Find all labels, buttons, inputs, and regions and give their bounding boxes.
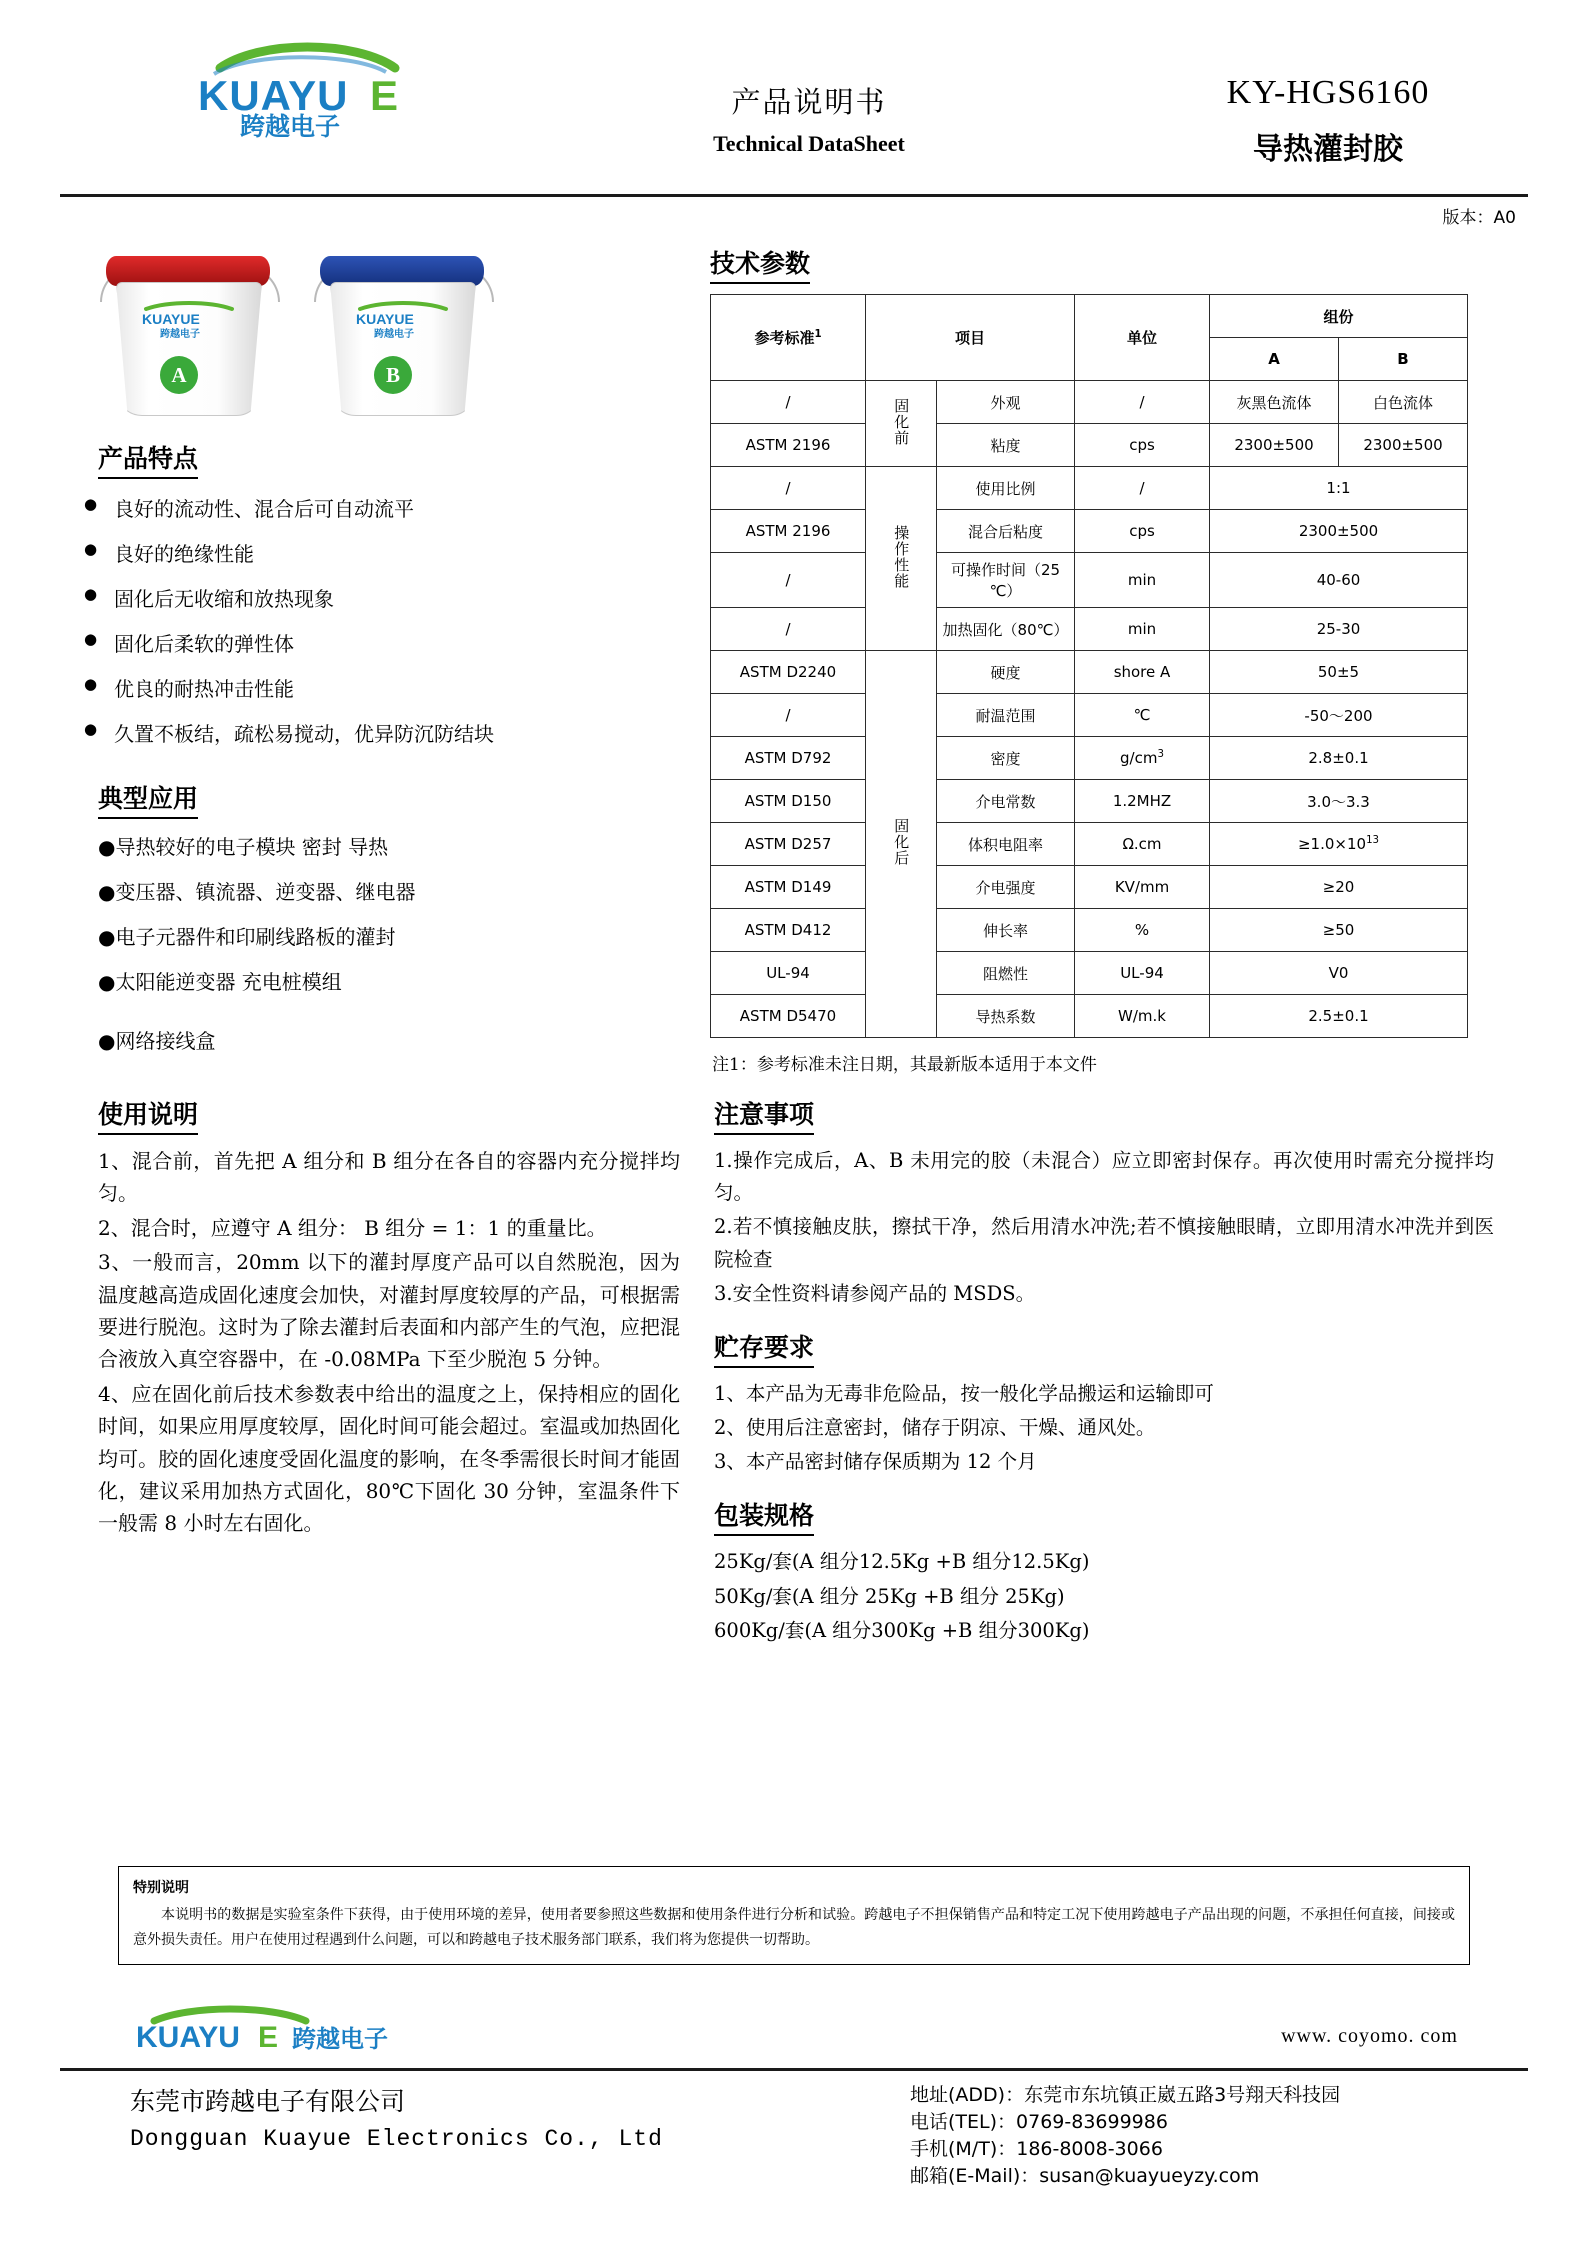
caution-paragraph: 1.操作完成后，A、B 未用完的胶（未混合）应立即密封保存。再次使用时需充分搅拌均匀。 bbox=[714, 1149, 1494, 1205]
cell-item: 导热系数 bbox=[937, 995, 1075, 1038]
cell-item: 阻燃性 bbox=[937, 952, 1075, 995]
cell-item: 耐温范围 bbox=[937, 694, 1075, 737]
table-row bbox=[711, 424, 1468, 467]
cell-value: ≥50 bbox=[1210, 909, 1468, 952]
list-item: ● 固化后柔软的弹性体 bbox=[114, 628, 680, 657]
packaging-section bbox=[714, 1480, 1494, 1647]
cell-standard: ASTM D150 bbox=[711, 780, 866, 823]
caution-title: 注意事项 bbox=[714, 1095, 814, 1135]
svg-text:跨越电子: 跨越电子 bbox=[160, 329, 200, 340]
usage-paragraph: 2、混合时，应遵守 A 组分： B 组分 = 1：1 的重量比。 bbox=[98, 1215, 607, 1240]
usage-paragraph: 4、应在固化前后技术参数表中给出的温度之上，保持相应的固化时间，如果应用厚度较厚，固化时间可能会超过。室温或加热固化均可。胶的固化速度受固化温度的影响，在冬季需很长时间才能固化，建议采用加热方式固化，80℃下固化 30 分钟，室温条件下一般需 8 小时左右固化。 bbox=[98, 1381, 680, 1536]
storage-paragraph: 2、使用后注意密封，储存于阴凉、干燥、通风处。 bbox=[714, 1416, 1156, 1440]
svg-text:E: E bbox=[370, 72, 399, 119]
right-column bbox=[700, 230, 1490, 1075]
cell-standard: / bbox=[711, 553, 866, 608]
col-item: 项目 bbox=[866, 295, 1075, 381]
main-content bbox=[60, 230, 1528, 1075]
svg-text:跨越电子: 跨越电子 bbox=[292, 2024, 388, 2053]
cell-unit: $g/cm^3$ bbox=[1075, 737, 1210, 780]
contact-address: 地址(ADD)：东莞市东坑镇正崴五路3号翔天科技园 bbox=[910, 2084, 1341, 2106]
cell-unit: ℃ bbox=[1075, 694, 1210, 737]
lower-content bbox=[60, 1079, 1528, 1649]
cell-unit: / bbox=[1075, 381, 1210, 424]
bucket-badge-a: A bbox=[160, 356, 198, 394]
caution-paragraph: 2.若不慎接触皮肤，擦拭干净，然后用清水冲洗;若不慎接触眼睛，立即用清水冲洗并到医院检查 bbox=[714, 1215, 1494, 1271]
left-column bbox=[60, 230, 680, 1075]
cell-item: 体积电阻率 bbox=[937, 823, 1075, 866]
cell-item: 可操作时间（25 ℃） bbox=[937, 553, 1075, 608]
cell-item: 外观 bbox=[937, 381, 1075, 424]
col-comp-a: A bbox=[1210, 338, 1339, 381]
group-after-cure: 固化后 bbox=[866, 651, 937, 1038]
right-lower-column bbox=[704, 1079, 1494, 1649]
cell-standard: ASTM D149 bbox=[711, 866, 866, 909]
cell-standard: ASTM 2196 bbox=[711, 510, 866, 553]
footer-company bbox=[60, 2082, 760, 2190]
cell-value: $\ge 1.0\times 10^{13}$ bbox=[1210, 823, 1468, 866]
cell-value: ≥20 bbox=[1210, 866, 1468, 909]
col-comp-b: B bbox=[1339, 338, 1468, 381]
page-header bbox=[60, 0, 1528, 188]
cell-value: 50±5 bbox=[1210, 651, 1468, 694]
contact-email: 邮箱(E-Mail)：susan@kuayueyzy.com bbox=[910, 2164, 1260, 2187]
storage-section bbox=[714, 1312, 1494, 1479]
cell-standard: / bbox=[711, 694, 866, 737]
contact-mobile: 手机(M/T)：186-8008-3066 bbox=[910, 2137, 1163, 2160]
special-note-title: 特别说明 bbox=[133, 1880, 189, 1896]
cell-unit: UL-94 bbox=[1075, 952, 1210, 995]
list-item: ● 良好的流动性、混合后可自动流平 bbox=[114, 493, 680, 522]
spec-title-wrap bbox=[700, 230, 1490, 294]
cell-unit: W/m.k bbox=[1075, 995, 1210, 1038]
cell-unit: cps bbox=[1075, 424, 1210, 467]
packaging-item: 25Kg/套(A 组分12.5Kg +B 组分12.5Kg) bbox=[714, 1550, 1090, 1574]
footer-logo-row bbox=[60, 2005, 1528, 2068]
product-name: 导热灌封胶 bbox=[1253, 132, 1403, 167]
table-row bbox=[711, 909, 1468, 952]
kuayue-logo-icon bbox=[180, 38, 480, 138]
cell-unit: Ω.cm bbox=[1075, 823, 1210, 866]
table-row bbox=[711, 608, 1468, 651]
table-row bbox=[711, 467, 1468, 510]
bucket-lid-red bbox=[106, 256, 270, 286]
features-list bbox=[60, 493, 680, 747]
cell-item: 介电强度 bbox=[937, 866, 1075, 909]
col-standard: 参考标准$^1$ bbox=[711, 295, 866, 381]
usage-paragraph: 3、一般而言，20mm 以下的灌封厚度产品可以自然脱泡，因为温度越高造成固化速度会加快，对灌封厚度较厚的产品，可根据需要进行脱泡。这时为了除去灌封后表面和内部产生的气泡，应把混合液放入真空容器中，在 -0.08MPa 下至少脱泡 5 分钟。 bbox=[98, 1250, 680, 1372]
cell-value: 25-30 bbox=[1210, 608, 1468, 651]
cell-unit: shore A bbox=[1075, 651, 1210, 694]
group-operation: 操作性能 bbox=[866, 467, 937, 651]
group-before-cure: 固化前 bbox=[866, 381, 937, 467]
svg-text:KUAYUE: KUAYUE bbox=[356, 311, 414, 327]
packaging-title: 包装规格 bbox=[714, 1496, 814, 1536]
cell-value: 3.0～3.3 bbox=[1210, 780, 1468, 823]
list-item: ●太阳能逆变器 充电桩模组 bbox=[98, 970, 342, 994]
footer-contact bbox=[760, 2082, 1528, 2190]
list-item: ●变压器、镇流器、逆变器、继电器 bbox=[98, 880, 416, 904]
applications-section bbox=[60, 763, 680, 829]
svg-text:E: E bbox=[258, 2021, 279, 2054]
company-name-en: Dongguan Kuayue Electronics Co., Ltd bbox=[130, 2126, 663, 2152]
cell-value: 40-60 bbox=[1210, 553, 1468, 608]
cell-item: 密度 bbox=[937, 737, 1075, 780]
svg-text:KUAYUE: KUAYUE bbox=[142, 311, 200, 327]
features-title: 产品特点 bbox=[98, 439, 198, 479]
footer-info bbox=[60, 2082, 1528, 2190]
spec-footnote: 注1：参考标准未注日期，其最新版本适用于本文件 bbox=[712, 1055, 1097, 1075]
cell-item: 使用比例 bbox=[937, 467, 1075, 510]
product-images bbox=[60, 230, 680, 423]
cell-unit: cps bbox=[1075, 510, 1210, 553]
list-item: ● 良好的绝缘性能 bbox=[114, 538, 680, 567]
cell-item: 粘度 bbox=[937, 424, 1075, 467]
cell-b: 白色流体 bbox=[1339, 381, 1468, 424]
spec-title: 技术参数 bbox=[710, 244, 810, 284]
table-row bbox=[711, 381, 1468, 424]
packaging-item: 50Kg/套(A 组分 25Kg +B 组分 25Kg) bbox=[714, 1584, 1065, 1608]
usage-section bbox=[60, 1079, 680, 1649]
table-row bbox=[711, 694, 1468, 737]
version-label: 版本：A0 bbox=[1442, 208, 1516, 228]
cell-standard: ASTM D5470 bbox=[711, 995, 866, 1038]
company-name-cn: 东莞市跨越电子有限公司 bbox=[130, 2087, 406, 2116]
cell-unit: 1.2MHZ bbox=[1075, 780, 1210, 823]
kuayue-logo-icon bbox=[348, 300, 458, 340]
cell-unit: KV/mm bbox=[1075, 866, 1210, 909]
product-identity bbox=[1128, 38, 1528, 168]
cell-standard: / bbox=[711, 608, 866, 651]
list-item: ●网络接线盒 bbox=[98, 1029, 216, 1053]
cell-standard: ASTM D257 bbox=[711, 823, 866, 866]
cell-standard: UL-94 bbox=[711, 952, 866, 995]
cell-unit: min bbox=[1075, 608, 1210, 651]
company-logo bbox=[60, 38, 490, 138]
table-row bbox=[711, 651, 1468, 694]
cell-item: 硬度 bbox=[937, 651, 1075, 694]
list-item: ● 优良的耐热冲击性能 bbox=[114, 673, 680, 702]
cell-value: -50～200 bbox=[1210, 694, 1468, 737]
special-note-box bbox=[118, 1866, 1470, 1965]
col-unit: 单位 bbox=[1075, 295, 1210, 381]
list-item: ●电子元器件和印刷线路板的灌封 bbox=[98, 925, 396, 949]
footer-website[interactable]: www. coyomo. com bbox=[1281, 2025, 1458, 2047]
bucket-badge-b: B bbox=[374, 356, 412, 394]
cell-a: 灰黑色流体 bbox=[1210, 381, 1339, 424]
doc-title-en: Technical DataSheet bbox=[713, 131, 905, 156]
footer-divider bbox=[60, 2068, 1528, 2071]
cell-unit: % bbox=[1075, 909, 1210, 952]
svg-text:KUAYU: KUAYU bbox=[198, 72, 349, 119]
storage-paragraph: 3、本产品密封储存保质期为 12 个月 bbox=[714, 1450, 1037, 1474]
special-note-text: 本说明书的数据是实验室条件下获得，由于使用环境的差异，使用者要参照这些数据和使用条件进行分析和试验。跨越电子不担保销售产品和特定工况下使用跨越电子产品出现的问题，不承担任何直接，间接或意外损失责任。用户在使用过程遇到什么问题，可以和跨越电子技术服务部门联系，我们将为您提供一切帮助。 bbox=[133, 1907, 1455, 1948]
table-row bbox=[711, 866, 1468, 909]
packaging-item: 600Kg/套(A 组分300Kg +B 组分300Kg) bbox=[714, 1618, 1090, 1642]
applications-title: 典型应用 bbox=[98, 779, 198, 819]
cell-value: 2.8±0.1 bbox=[1210, 737, 1468, 780]
svg-text:跨越电子: 跨越电子 bbox=[240, 112, 341, 138]
cell-value: 1:1 bbox=[1210, 467, 1468, 510]
cell-standard: ASTM D792 bbox=[711, 737, 866, 780]
bucket-label-logo bbox=[348, 300, 458, 345]
cell-value: 2300±500 bbox=[1210, 510, 1468, 553]
bucket-a-image bbox=[98, 248, 278, 423]
cell-standard: / bbox=[711, 381, 866, 424]
cell-standard: ASTM D2240 bbox=[711, 651, 866, 694]
contact-tel: 电话(TEL)：0769-83699986 bbox=[910, 2110, 1168, 2133]
cell-value: 2.5±0.1 bbox=[1210, 995, 1468, 1038]
table-row bbox=[711, 780, 1468, 823]
kuayue-logo-icon bbox=[120, 2005, 400, 2063]
spec-table bbox=[710, 294, 1468, 1038]
cell-standard: / bbox=[711, 467, 866, 510]
table-row bbox=[711, 553, 1468, 608]
cell-a: 2300±500 bbox=[1210, 424, 1339, 467]
cell-standard: ASTM D412 bbox=[711, 909, 866, 952]
list-item: ●导热较好的电子模块 密封 导热 bbox=[98, 835, 389, 859]
bucket-label-logo bbox=[134, 300, 244, 345]
cell-b: 2300±500 bbox=[1339, 424, 1468, 467]
doc-title-cn: 产品说明书 bbox=[731, 85, 887, 119]
features-section bbox=[60, 423, 680, 489]
product-code: KY-HGS6160 bbox=[1226, 74, 1430, 111]
table-row bbox=[711, 952, 1468, 995]
table-row bbox=[711, 737, 1468, 780]
table-header-row bbox=[711, 295, 1468, 338]
list-item: ● 久置不板结，疏松易搅动，优异防沉防结块 bbox=[114, 718, 680, 747]
bucket-lid-blue bbox=[320, 256, 484, 286]
cell-value: V0 bbox=[1210, 952, 1468, 995]
cell-standard: ASTM 2196 bbox=[711, 424, 866, 467]
table-row bbox=[711, 510, 1468, 553]
list-item: ● 固化后无收缩和放热现象 bbox=[114, 583, 680, 612]
footer-logo bbox=[60, 2005, 400, 2068]
cell-item: 加热固化（80℃） bbox=[937, 608, 1075, 651]
svg-text:KUAYU: KUAYU bbox=[136, 2021, 240, 2054]
document-title bbox=[490, 38, 1128, 157]
cell-item: 混合后粘度 bbox=[937, 510, 1075, 553]
cell-unit: min bbox=[1075, 553, 1210, 608]
caution-paragraph: 3.安全性资料请参阅产品的 MSDS。 bbox=[714, 1281, 1036, 1305]
cell-item: 介电常数 bbox=[937, 780, 1075, 823]
cell-item: 伸长率 bbox=[937, 909, 1075, 952]
col-component: 组份 bbox=[1210, 295, 1468, 338]
svg-text:跨越电子: 跨越电子 bbox=[374, 329, 414, 340]
storage-title: 贮存要求 bbox=[714, 1328, 814, 1368]
usage-title: 使用说明 bbox=[98, 1095, 198, 1135]
storage-paragraph: 1、本产品为无毒非危险品，按一般化学品搬运和运输即可 bbox=[714, 1381, 1214, 1405]
applications-list bbox=[60, 829, 680, 1054]
table-row bbox=[711, 823, 1468, 866]
caution-section bbox=[714, 1079, 1494, 1310]
bucket-b-image bbox=[312, 248, 492, 423]
kuayue-logo-icon bbox=[134, 300, 244, 340]
usage-paragraph: 1、混合前，首先把 A 组分和 B 组分在各自的容器内充分搅拌均匀。 bbox=[98, 1149, 680, 1206]
table-row bbox=[711, 995, 1468, 1038]
cell-unit: / bbox=[1075, 467, 1210, 510]
